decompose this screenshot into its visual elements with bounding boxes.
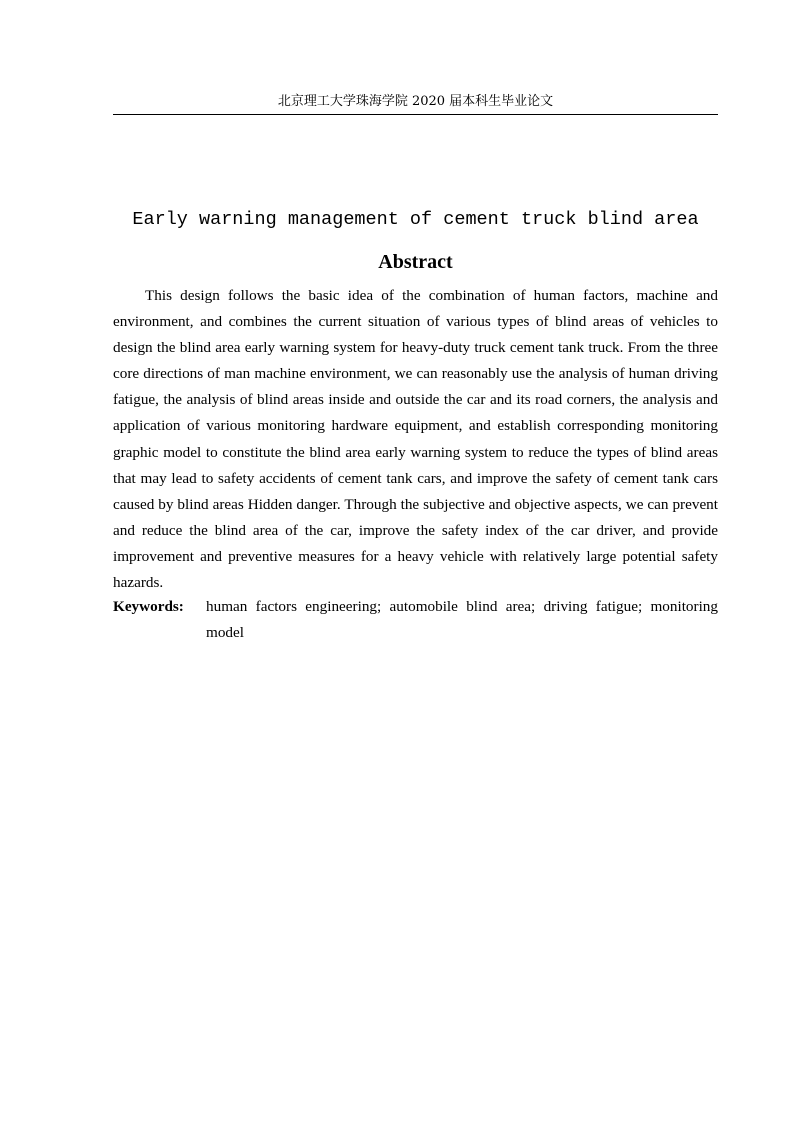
header-divider bbox=[113, 114, 718, 115]
keywords-label: Keywords: bbox=[113, 598, 184, 615]
abstract-body: This design follows the basic idea of the combination of human factors, machine and environment, and combines the current situation of various types of blind areas of vehicles to design the blind area early warning system for heavy-duty truck cement tank truck. From the three core directions of man machine environment, we can reasonably use the analysis of human driving fatigue, the analysis of blind areas inside and outside the car and its road corners, the analysis and application of various monitoring hardware equipment, and establish corresponding monitoring graphic model to constitute the blind area early warning system to reduce the types of blind areas that may lead to safety accidents of cement tank cars, and improve the safety of cement tank cars caused by blind areas Hidden danger. Through the subjective and objective aspects, we can prevent and reduce the blind area of the car, improve the safety index of the car driver, and provide improvement and preventive measures for a heavy vehicle with relatively large potential safety hazards. bbox=[113, 287, 718, 592]
paper-title: Early warning management of cement truck blind area bbox=[132, 209, 699, 230]
keywords-list: human factors engineering; automobile blind area; driving fatigue; monitoring model bbox=[206, 598, 718, 642]
abstract-heading: Abstract bbox=[378, 251, 453, 273]
running-header: 北京理工大学珠海学院 2020 届本科生毕业论文 bbox=[277, 94, 554, 109]
